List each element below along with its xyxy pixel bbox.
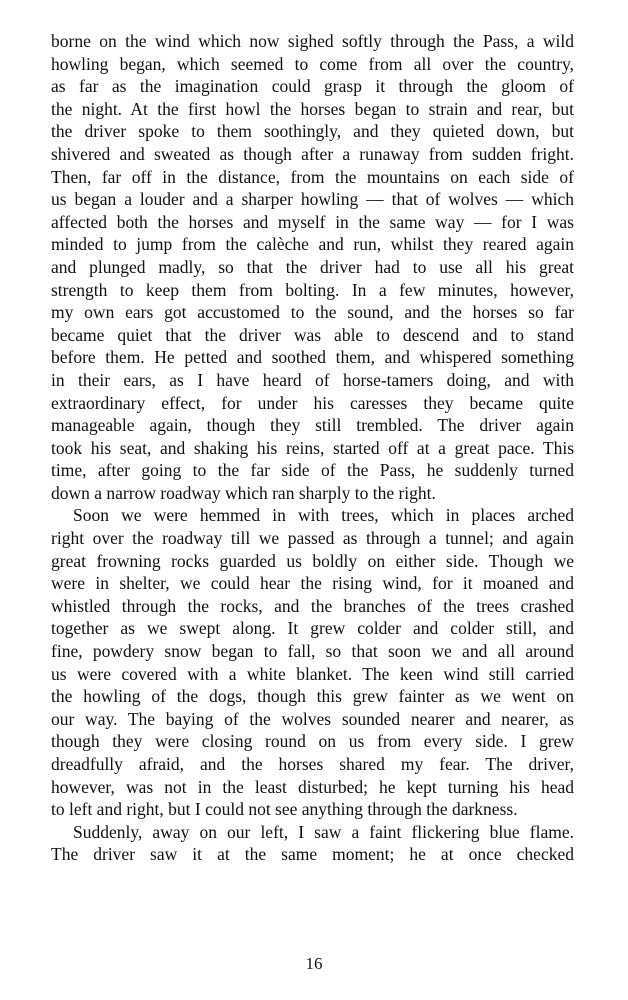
- text-line: us began a louder and a sharper howling — that of wolves — which: [51, 189, 574, 210]
- text-line: however, was not in the least disturbed; he kept turning his head: [51, 776, 574, 797]
- paragraph: [51, 30, 574, 504]
- text-line: were in shelter, we could hear the rising wind, for it moaned and: [51, 573, 574, 594]
- text-line: extraordinary effect, for under his caresses they became quite: [51, 392, 574, 413]
- text-line: though they were closing round on us from every side. I grew: [51, 731, 574, 752]
- text-line: shivered and sweated as though after a runaway from sudden fright.: [51, 143, 574, 164]
- text-line: whistled through the rocks, and the branches of the trees crashed: [51, 595, 574, 616]
- text-line: borne on the wind which now sighed softly through the Pass, a wild: [51, 31, 574, 51]
- text-line: Then, far off in the distance, from the mountains on each side of: [51, 166, 574, 187]
- text-line: as far as the imagination could grasp it through the gloom of: [51, 76, 574, 97]
- text-line: manageable again, though they still trembled. The driver again: [51, 415, 574, 436]
- text-line: the night. At the first howl the horses began to strain and rear, but: [51, 98, 574, 119]
- paragraph: [51, 821, 574, 866]
- text-line: howling began, which seemed to come from all over the country,: [51, 53, 574, 74]
- text-line: great frowning rocks guarded us boldly on either side. Though we: [51, 550, 574, 571]
- text-line: to left and right, but I could not see anything through the darkness.: [51, 799, 518, 820]
- text-line: minded to jump from the calèche and run, whilst they reared again: [51, 234, 574, 255]
- text-line: together as we swept along. It grew colder and colder still, and: [51, 618, 574, 639]
- page-number: 16: [305, 954, 323, 973]
- text-line: affected both the horses and myself in the same way — for I was: [51, 211, 574, 232]
- text-line: our way. The baying of the wolves sounded nearer and nearer, as: [51, 708, 574, 729]
- text-line: dreadfully afraid, and the horses shared my fear. The driver,: [51, 754, 574, 774]
- paragraph: [51, 504, 574, 820]
- text-line: took his seat, and shaking his reins, started off at a great pace. This: [51, 437, 574, 458]
- text-line: my own ears got accustomed to the sound, and the horses so far: [51, 302, 574, 323]
- text-line: Suddenly, away on our left, I saw a faint flickering blue flame.: [73, 821, 574, 842]
- text-line: strength to keep them from bolting. In a few minutes, however,: [51, 279, 574, 300]
- text-line: right over the roadway till we passed as through a tunnel; and again: [51, 528, 574, 549]
- text-line: fine, powdery snow began to fall, so that soon we and all around: [51, 641, 574, 662]
- text-line: in their ears, as I have heard of horse-tamers doing, and with: [51, 369, 574, 390]
- page-body: [51, 30, 574, 866]
- text-line: Soon we were hemmed in with trees, which in places arched: [73, 505, 574, 526]
- text-line: down a narrow roadway which ran sharply to the right.: [51, 482, 436, 503]
- text-line: The driver saw it at the same moment; he at once checked: [51, 844, 574, 865]
- text-line: the howling of the dogs, though this grew fainter as we went on: [51, 686, 574, 707]
- text-line: became quiet that the driver was able to descend and to stand: [51, 324, 574, 345]
- text-line: and plunged madly, so that the driver had to use all his great: [51, 256, 574, 277]
- text-line: us were covered with a white blanket. The keen wind still carried: [51, 663, 574, 684]
- text-line: before them. He petted and soothed them, and whispered something: [51, 347, 574, 368]
- text-line: the driver spoke to them soothingly, and they quieted down, but: [51, 121, 574, 142]
- text-line: time, after going to the far side of the Pass, he suddenly turned: [51, 460, 574, 481]
